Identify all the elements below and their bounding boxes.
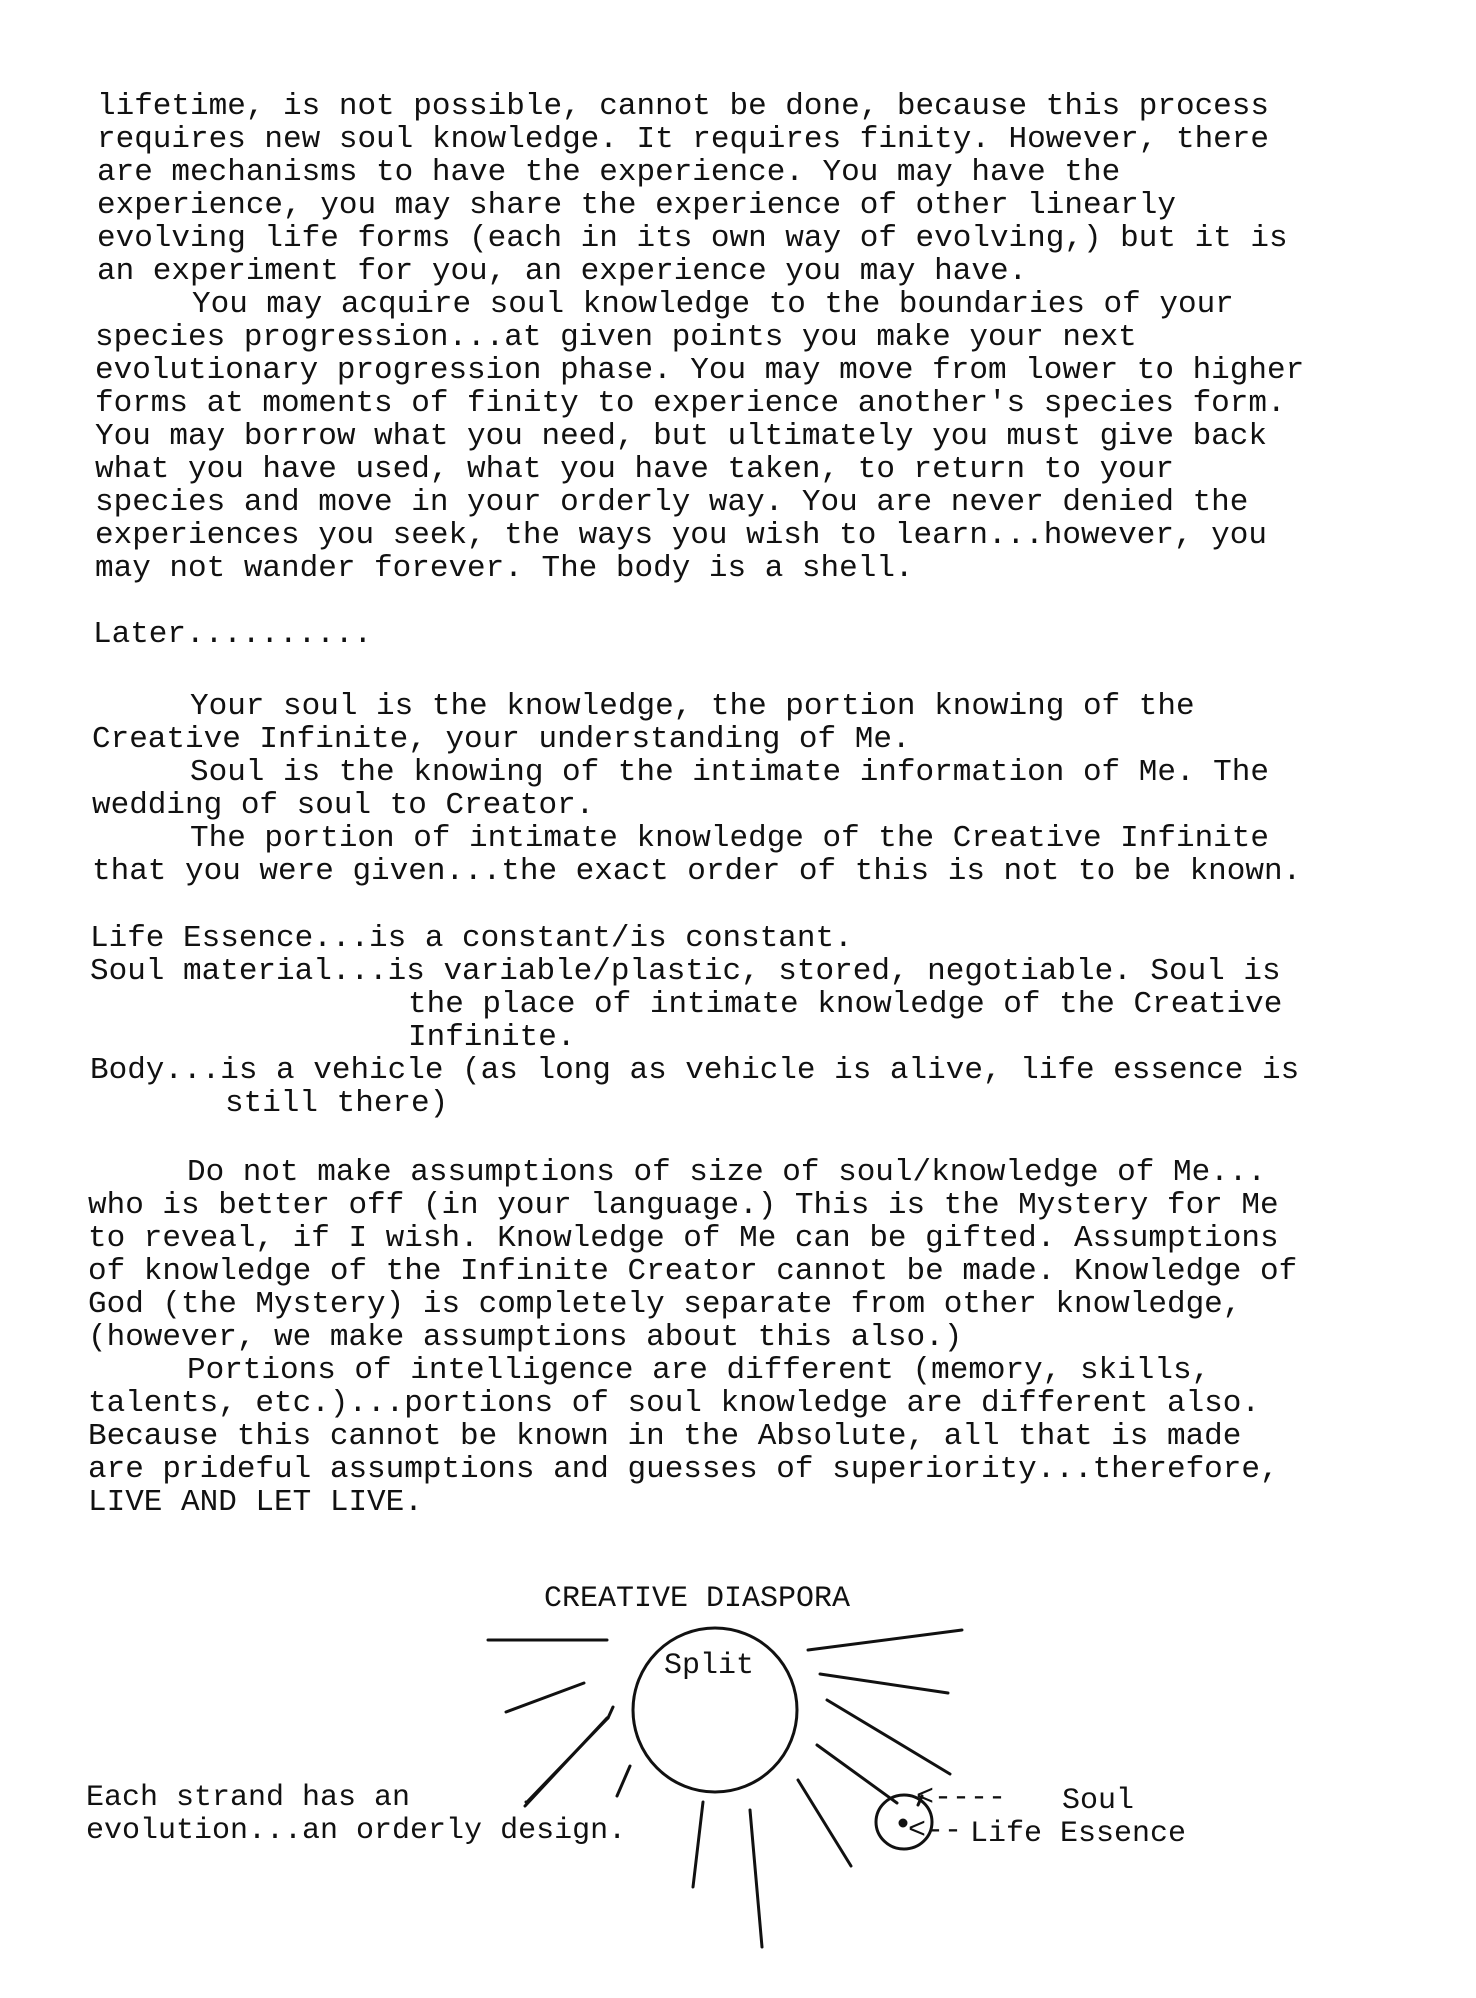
text-line: species and move in your orderly way. You are never denied the [95, 485, 1249, 520]
ray [798, 1780, 851, 1866]
ray [693, 1802, 703, 1887]
text-line: Do not make assumptions of size of soul/knowledge of Me... [187, 1155, 1266, 1190]
ray [750, 1810, 762, 1947]
text-line: the place of intimate knowledge of the Creative [408, 987, 1283, 1022]
text-line: what you have used, what you have taken, to return to your [95, 452, 1174, 487]
diagram-caption: evolution...an orderly design. [86, 1814, 627, 1848]
text-line: You may borrow what you need, but ultimately you must give back [95, 419, 1267, 454]
life-essence-dot [900, 1820, 906, 1826]
text-line: to reveal, if I wish. Knowledge of Me can be gifted. Assumptions [88, 1221, 1279, 1256]
text-line: of knowledge of the Infinite Creator cannot be made. Knowledge of [88, 1254, 1298, 1289]
definition-body: Body...is a vehicle (as long as vehicle is alive, life essence is [90, 1053, 1300, 1088]
ray [817, 1745, 897, 1803]
text-line: who is better off (in your language.) This is the Mystery for Me [88, 1188, 1279, 1223]
text-line: still there) [225, 1086, 449, 1121]
soul-arrow: <---- [916, 1781, 1007, 1815]
definition-life-essence: Life Essence...is a constant/is constant. [90, 921, 853, 956]
text-line: lifetime, is not possible, cannot be done, because this process [97, 89, 1269, 124]
text-line: forms at moments of finity to experience another's species form. [95, 386, 1286, 421]
diagram-caption: Each strand has an [86, 1781, 411, 1815]
text-line: Portions of intelligence are different (memory, skills, [187, 1353, 1211, 1388]
ray [608, 1707, 613, 1718]
text-line: requires new soul knowledge. It requires finity. However, there [97, 122, 1269, 157]
text-line: are mechanisms to have the experience. You may have the [97, 155, 1121, 190]
text-line: The portion of intimate knowledge of the Creative Infinite [190, 821, 1269, 856]
text-line: Your soul is the knowledge, the portion knowing of the [190, 689, 1195, 724]
text-line: God (the Mystery) is completely separate from other knowledge, [88, 1287, 1242, 1322]
text-line: evolutionary progression phase. You may move from lower to higher [95, 353, 1305, 388]
text-line: talents, etc.)...portions of soul knowledge are different also. [88, 1386, 1260, 1421]
ray [506, 1683, 584, 1712]
life-essence-arrow: <-- [908, 1814, 963, 1848]
text-line: are prideful assumptions and guesses of superiority...therefore, [88, 1452, 1279, 1487]
section-marker: Later.......... [93, 617, 373, 652]
text-line: (however, we make assumptions about this also.) [88, 1320, 963, 1355]
text-line: Infinite. [408, 1020, 576, 1055]
soul-label: Soul [1062, 1784, 1135, 1818]
text-line: experiences you seek, the ways you wish to learn...however, you [95, 518, 1267, 553]
text-line: Creative Infinite, your understanding of Me. [92, 722, 911, 757]
ray [808, 1630, 962, 1650]
text-line: Because this cannot be known in the Absolute, all that is made [88, 1419, 1242, 1454]
ray [525, 1718, 607, 1806]
split-label: Split [664, 1649, 755, 1683]
text-line: You may acquire soul knowledge to the boundaries of your [192, 287, 1234, 322]
ray [617, 1766, 630, 1796]
text-line: evolving life forms (each in its own way of evolving,) but it is [97, 221, 1288, 256]
ray [820, 1674, 948, 1693]
definition-soul-material: Soul material...is variable/plastic, stored, negotiable. Soul is [90, 954, 1281, 989]
text-line: may not wander forever. The body is a shell. [95, 551, 914, 586]
text-line: experience, you may share the experience of other linearly [97, 188, 1176, 223]
diagram-title: CREATIVE DIASPORA [544, 1582, 851, 1616]
text-line: LIVE AND LET LIVE. [88, 1485, 423, 1520]
text-line: that you were given...the exact order of this is not to be known. [92, 854, 1302, 889]
text-line: Soul is the knowing of the intimate information of Me. The [190, 755, 1269, 790]
ray [827, 1700, 950, 1774]
text-line: wedding of soul to Creator. [92, 788, 595, 823]
text-line: an experiment for you, an experience you may have. [97, 254, 1028, 289]
text-line: species progression...at given points you make your next [95, 320, 1137, 355]
life-essence-label: Life Essence [970, 1817, 1187, 1851]
